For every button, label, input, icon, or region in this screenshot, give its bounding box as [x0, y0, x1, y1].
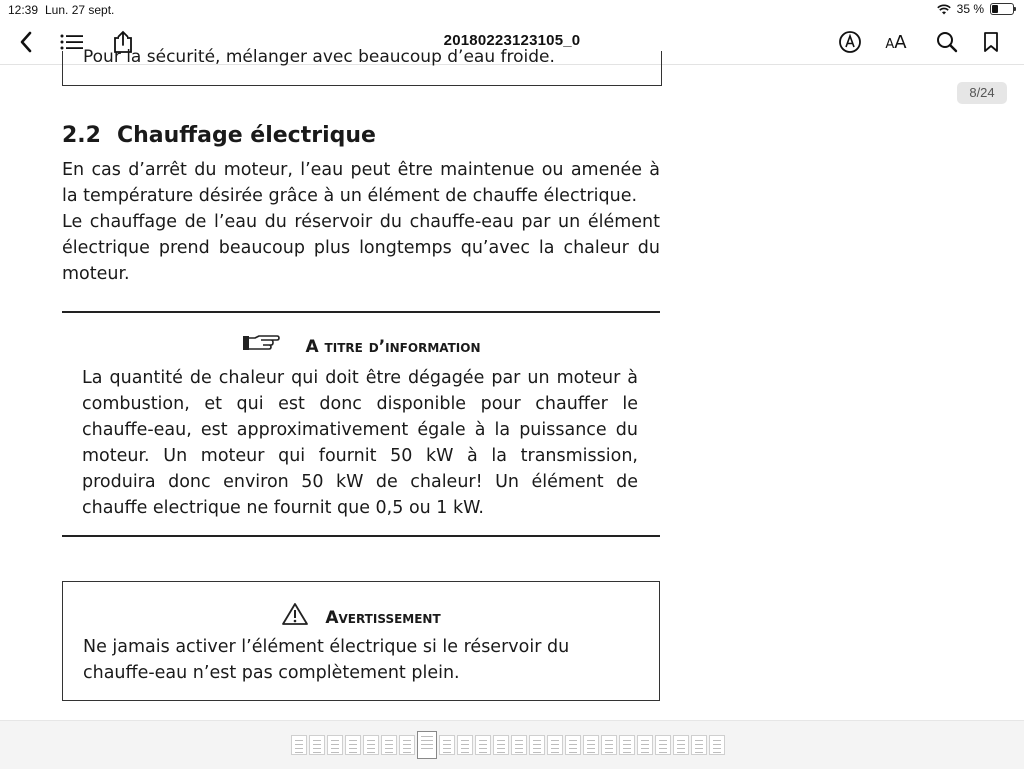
text-size-button[interactable]	[881, 28, 911, 56]
warning-heading	[63, 602, 659, 634]
page-thumbnail[interactable]	[475, 735, 491, 755]
safety-box-continuation	[62, 47, 662, 86]
page-thumbnail[interactable]	[363, 735, 379, 755]
bookmark-button[interactable]	[977, 28, 1005, 56]
status-right	[937, 2, 1014, 16]
info-top-rule	[62, 311, 660, 313]
wifi-icon	[937, 4, 951, 15]
battery-percent: 35 %	[956, 2, 984, 16]
pointing-hand-icon	[241, 333, 281, 361]
page-thumbnail[interactable]	[345, 735, 361, 755]
page-thumbnail[interactable]	[457, 735, 473, 755]
warning-box	[62, 581, 660, 701]
page-thumbnail[interactable]	[637, 735, 653, 755]
page-thumbnail[interactable]	[691, 735, 707, 755]
page-thumbnail[interactable]	[399, 735, 415, 755]
info-title: A titre d’information	[305, 337, 481, 357]
warning-title: Avertissement	[325, 608, 441, 628]
battery-icon	[990, 3, 1014, 15]
paragraph-1: En cas d’arrêt du moteur, l’eau peut être maintenue ou amenée à la température désirée grâce à un élément de chauffe électrique.	[62, 160, 660, 206]
info-heading	[62, 333, 660, 361]
status-date: Lun. 27 sept.	[45, 3, 115, 17]
bookmark-icon	[983, 31, 999, 53]
page-thumbnail[interactable]	[327, 735, 343, 755]
page-thumbnail[interactable]	[673, 735, 689, 755]
text-size-icon: AA	[885, 31, 907, 53]
page-thumbnail[interactable]	[583, 735, 599, 755]
document-title: 20180223123105_0	[443, 32, 581, 49]
section-heading	[62, 123, 376, 149]
page-thumbnail[interactable]	[601, 735, 617, 755]
document-page[interactable]	[0, 47, 1024, 720]
annotate-icon	[838, 30, 862, 54]
thumbnail-row	[291, 735, 725, 759]
page-thumbnail[interactable]	[565, 735, 581, 755]
page-thumbnail-strip[interactable]	[0, 720, 1024, 769]
search-button[interactable]	[933, 28, 961, 56]
section-title: Chauffage électrique	[116, 123, 376, 148]
page-thumbnail[interactable]	[529, 735, 545, 755]
page-indicator: 8/24	[957, 82, 1007, 104]
paragraph-2: Le chauffage de l’eau du réservoir du chauffe-eau par un élément électrique prend beaucoup plus longtemps qu’avec la chaleur du moteur.	[62, 212, 660, 284]
search-icon	[936, 31, 958, 53]
page-thumbnail[interactable]	[309, 735, 325, 755]
warning-triangle-icon	[281, 602, 309, 634]
safety-box-text: Pour la sécurité, mélanger avec beaucoup d’eau froide.	[83, 47, 555, 67]
page-thumbnail[interactable]	[417, 731, 437, 759]
page-thumbnail[interactable]	[547, 735, 563, 755]
page-thumbnail[interactable]	[619, 735, 635, 755]
page-thumbnail[interactable]	[439, 735, 455, 755]
section-number: 2.2	[62, 123, 101, 148]
annotate-button[interactable]	[836, 28, 864, 56]
warning-text: Ne jamais activer l’élément électrique si le réservoir du chauffe-eau n’est pas complètement plein.	[83, 637, 570, 683]
info-text: La quantité de chaleur qui doit être dégagée par un moteur à combustion, et qui est donc disponible pour chauffer le chauffe-eau, est approximativement égale à la puissance du moteur. Un moteur qui fournit 50 kW à la transmission, produira donc environ 50 kW de chaleur! Un élément de chauffe electrique ne fournit que 0,5 ou 1 kW.	[82, 368, 638, 518]
status-bar	[0, 0, 1024, 20]
page-thumbnail[interactable]	[493, 735, 509, 755]
page-thumbnail[interactable]	[655, 735, 671, 755]
page-thumbnail[interactable]	[381, 735, 397, 755]
page-thumbnail[interactable]	[511, 735, 527, 755]
page-thumbnail[interactable]	[709, 735, 725, 755]
status-time: 12:39	[8, 3, 39, 17]
page-thumbnail[interactable]	[291, 735, 307, 755]
info-bottom-rule	[62, 535, 660, 537]
